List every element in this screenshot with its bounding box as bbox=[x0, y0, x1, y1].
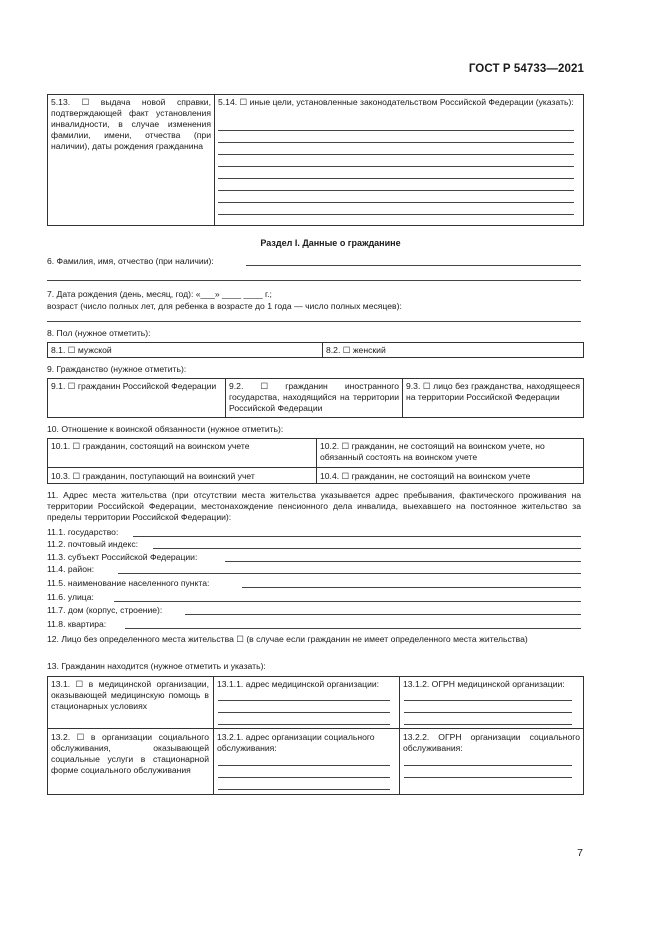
medical-ogrn-field[interactable] bbox=[404, 712, 572, 713]
address-house-field[interactable] bbox=[185, 614, 581, 615]
item5-divider bbox=[214, 94, 215, 226]
field-7-age-line[interactable] bbox=[47, 321, 581, 322]
medical-address-label: 13.1.1. адрес медицинской организации: bbox=[217, 679, 380, 689]
item5-14-line[interactable] bbox=[218, 166, 574, 167]
page-number: 7 bbox=[577, 847, 583, 859]
medical-address-field[interactable] bbox=[218, 724, 390, 725]
social-address-field[interactable] bbox=[218, 765, 390, 766]
social-address-field[interactable] bbox=[218, 789, 390, 790]
field-6-line[interactable] bbox=[246, 265, 581, 266]
address-locality-label: 11.5. наименование населенного пункта: bbox=[47, 578, 210, 588]
medical-address-field[interactable] bbox=[218, 712, 390, 713]
military-registered-option[interactable]: 10.1. ☐ гражданин, состоящий на воинском учете bbox=[51, 441, 250, 451]
address-locality-field[interactable] bbox=[242, 587, 581, 588]
gender-female-option[interactable]: 8.2. ☐ женский bbox=[326, 345, 386, 355]
social-address-field[interactable] bbox=[218, 777, 390, 778]
medical-ogrn-field[interactable] bbox=[404, 724, 572, 725]
address-house-label: 11.7. дом (корпус, строение): bbox=[47, 605, 163, 615]
field-8-label: 8. Пол (нужное отметить): bbox=[47, 328, 151, 338]
citizenship-rf-option[interactable]: 9.1. ☐ гражданин Российской Федерации bbox=[51, 381, 217, 391]
field-12-no-fixed-address[interactable]: 12. Лицо без определенного места жительства ☐ (в случае если гражданин не имеет определенного места жительства) bbox=[47, 634, 528, 644]
field-13-label: 13. Гражданин находится (нужное отметить и указать): bbox=[47, 661, 266, 671]
item5-14-line[interactable] bbox=[218, 202, 574, 203]
item5-14-line[interactable] bbox=[218, 130, 574, 131]
military-not-registered-option[interactable]: 10.4. ☐ гражданин, не состоящий на воинском учете bbox=[320, 471, 531, 481]
section-title: Раздел I. Данные о гражданине bbox=[260, 238, 401, 248]
location-row-divider bbox=[47, 728, 584, 729]
location-medical-option[interactable]: 13.1. ☐ в медицинской организации, оказывающей медицинскую помощь в стационарных условиях bbox=[51, 679, 209, 711]
address-postcode-field[interactable] bbox=[153, 548, 581, 549]
field-7-birthdate: 7. Дата рождения (день, месяц, год): «___» ____ ____ г.; bbox=[47, 289, 272, 299]
citizenship-stateless-option[interactable]: 9.3. ☐ лицо без гражданства, находящееся на территории Российской Федерации bbox=[406, 381, 580, 402]
citizenship-foreign-option[interactable]: 9.2. ☐ гражданин иностранного государства, находящийся на территории Российской Федерации bbox=[229, 381, 399, 413]
social-ogrn-field[interactable] bbox=[404, 765, 572, 766]
field-6-line-2[interactable] bbox=[47, 280, 581, 281]
location-social-option[interactable]: 13.2. ☐ в организации социального обслуживания, оказывающей социальные услуги в стационарной форме социального обслуживания bbox=[51, 732, 209, 775]
address-street-label: 11.6. улица: bbox=[47, 592, 94, 602]
field-9-label: 9. Гражданство (нужное отметить): bbox=[47, 364, 187, 374]
address-district-field[interactable] bbox=[118, 573, 581, 574]
social-ogrn-label: 13.2.2. ОГРН организации социального обслуживания: bbox=[403, 732, 580, 753]
item5-14-line[interactable] bbox=[218, 214, 574, 215]
address-country-label: 11.1. государство: bbox=[47, 527, 119, 537]
address-street-field[interactable] bbox=[114, 601, 581, 602]
military-row-divider bbox=[47, 467, 584, 468]
address-region-label: 11.3. субъект Российской Федерации: bbox=[47, 552, 198, 562]
item5-14-line[interactable] bbox=[218, 142, 574, 143]
social-address-label: 13.2.1. адрес организации социального обслуживания: bbox=[217, 732, 375, 753]
item-5-14-text: 5.14. ☐ иные цели, установленные законодательством Российской Федерации (указать): bbox=[218, 97, 574, 107]
item5-14-line[interactable] bbox=[218, 190, 574, 191]
gender-table bbox=[47, 342, 584, 358]
medical-ogrn-label: 13.1.2. ОГРН медицинской организации: bbox=[403, 679, 565, 689]
address-country-field[interactable] bbox=[133, 536, 581, 537]
item5-14-line[interactable] bbox=[218, 154, 574, 155]
field-11-intro: 11. Адрес места жительства (при отсутствии места жительства указывается адрес пребывания, фактического проживания на территории Российской Федерации, местонахождение пенсионного дела инвалида, выехавшего на постоянное жительство за пределы территории Российской Федерации): bbox=[47, 490, 581, 522]
medical-ogrn-field[interactable] bbox=[404, 700, 572, 701]
address-apartment-field[interactable] bbox=[125, 628, 581, 629]
address-district-label: 11.4. район: bbox=[47, 564, 95, 574]
address-postcode-label: 11.2. почтовый индекс: bbox=[47, 539, 139, 549]
item-5-13-text: 5.13. ☐ выдача новой справки, подтверждающей факт установления инвалидности, в случае изменения фамилии, имени, отчества (при наличии), даты рождения гражданина bbox=[51, 97, 211, 151]
standard-header: ГОСТ Р 54733—2021 bbox=[468, 63, 584, 75]
field-6-label: 6. Фамилия, имя, отчество (при наличии): bbox=[47, 256, 214, 266]
gender-male-option[interactable]: 8.1. ☐ мужской bbox=[51, 345, 112, 355]
field-10-label: 10. Отношение к воинской обязанности (нужное отметить): bbox=[47, 424, 284, 434]
medical-address-field[interactable] bbox=[218, 700, 390, 701]
item5-14-line[interactable] bbox=[218, 178, 574, 179]
address-region-field[interactable] bbox=[225, 561, 581, 562]
address-apartment-label: 11.8. квартира: bbox=[47, 619, 107, 629]
military-obliged-option[interactable]: 10.2. ☐ гражданин, не состоящий на воинском учете, но обязанный состоять на воинском учете bbox=[320, 441, 545, 462]
field-7-age: возраст (число полных лет, для ребенка в возрасте до 1 года — число полных месяцев): bbox=[47, 301, 402, 311]
social-ogrn-field[interactable] bbox=[404, 777, 572, 778]
military-enrolling-option[interactable]: 10.3. ☐ гражданин, поступающий на воинский учет bbox=[51, 471, 255, 481]
